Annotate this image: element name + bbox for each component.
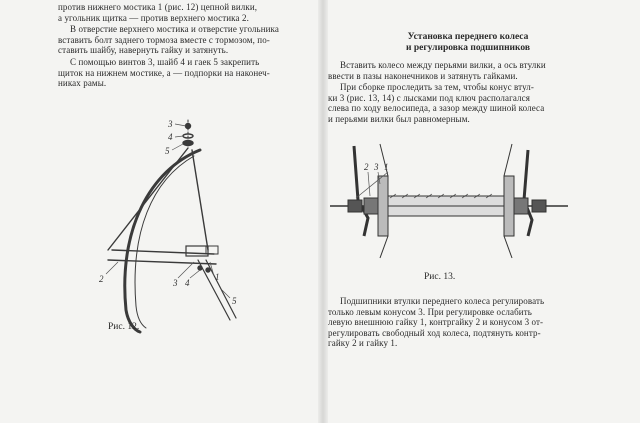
text-line: а угольник щитка — против верхнего мостика 2.	[58, 12, 249, 23]
heading-line: и регулировка подшипников	[405, 43, 531, 53]
seat-stay	[192, 150, 208, 250]
right-page	[328, 0, 640, 423]
hub-flange	[378, 176, 388, 236]
section-heading	[358, 32, 578, 54]
text-line: ставить шайбу, навернуть гайку и затянуть.	[58, 45, 229, 55]
text-line: слева по ходу велосипеда, а зазор между шиной колеса	[328, 103, 545, 113]
text-line: против нижнего мостика 1 (рис. 12) цепной вилки,	[58, 2, 258, 12]
outer-nut	[348, 200, 362, 212]
left-paragraph-3	[58, 57, 270, 89]
label-1: 1	[215, 272, 220, 282]
bridge	[186, 246, 208, 256]
label-5: 5	[165, 146, 170, 156]
cone-nut	[364, 198, 378, 214]
text-line: ки 3 (рис. 13, 14) с лысками под ключ располагался	[328, 92, 530, 103]
left-paragraph-2	[58, 24, 279, 56]
text-line: никах рамы.	[58, 78, 107, 88]
text-line: только левым конусом 3. При регулировке ослабить	[328, 306, 532, 317]
figure-12-rear-fender-drawing	[90, 110, 290, 340]
figure-13-caption: Рис. 13.	[424, 272, 456, 282]
text-line: вставить болт заднего тормоза вместе с тормозом, по-	[58, 34, 270, 45]
fender-stay	[206, 260, 236, 318]
outer-nut	[532, 200, 546, 212]
fork-blade-right	[524, 150, 532, 236]
nut-part	[186, 124, 191, 129]
fender-edge	[135, 156, 194, 328]
left-page	[0, 0, 318, 423]
figure-13-hub-drawing	[328, 140, 588, 260]
left-paragraph-1	[58, 2, 257, 23]
right-paragraph-3	[328, 296, 544, 349]
text-line: При сборке проследить за тем, чтобы конус втул-	[340, 82, 534, 92]
screw-part	[198, 266, 202, 270]
label-4b: 4	[185, 278, 190, 288]
right-paragraph-2	[328, 82, 544, 124]
fender-stay	[198, 260, 230, 320]
label-3: 3	[168, 119, 173, 129]
text-line: Подшипники втулки переднего колеса регулировать	[340, 296, 545, 306]
text-line: регулировать свободный ход колеса, подтянуть контр-	[328, 327, 541, 338]
screw-part	[206, 268, 210, 272]
figure-12-caption: Рис. 12.	[108, 322, 140, 332]
label-5b: 5	[232, 296, 237, 306]
heading-line: Установка переднего колеса	[407, 32, 529, 42]
text-line: гайку 2 и гайку 1.	[328, 338, 398, 348]
text-line: и перьями вилки был равномерным.	[328, 113, 470, 124]
hub-flange	[504, 176, 514, 236]
text-line: ввести в пазы наконечников и затянуть гайками.	[328, 70, 518, 81]
nut-part	[183, 141, 193, 146]
label-3: 3	[374, 162, 379, 172]
text-line: левую внешнюю гайку 1, контргайку 2 и конусом 3 от-	[328, 317, 544, 327]
fork-blade-left	[354, 146, 368, 236]
page-fold	[318, 0, 328, 423]
right-paragraph-1	[328, 60, 546, 81]
text-line: С помощью винтов 3, шайб 4 и гаек 5 закрепить	[70, 57, 260, 67]
label-1: 1	[384, 162, 389, 172]
label-3b: 3	[173, 278, 178, 288]
label-2: 2	[364, 162, 369, 172]
label-2: 2	[99, 274, 104, 284]
label-4: 4	[168, 132, 173, 142]
cone-nut	[514, 198, 528, 214]
text-line: Вставить колесо между перьями вилки, а ось втулки	[340, 60, 546, 70]
text-line: щиток на нижнем мостике, а — подпорки на наконеч-	[58, 67, 270, 78]
text-line: В отверстие верхнего мостика и отверстие угольника	[70, 24, 279, 34]
